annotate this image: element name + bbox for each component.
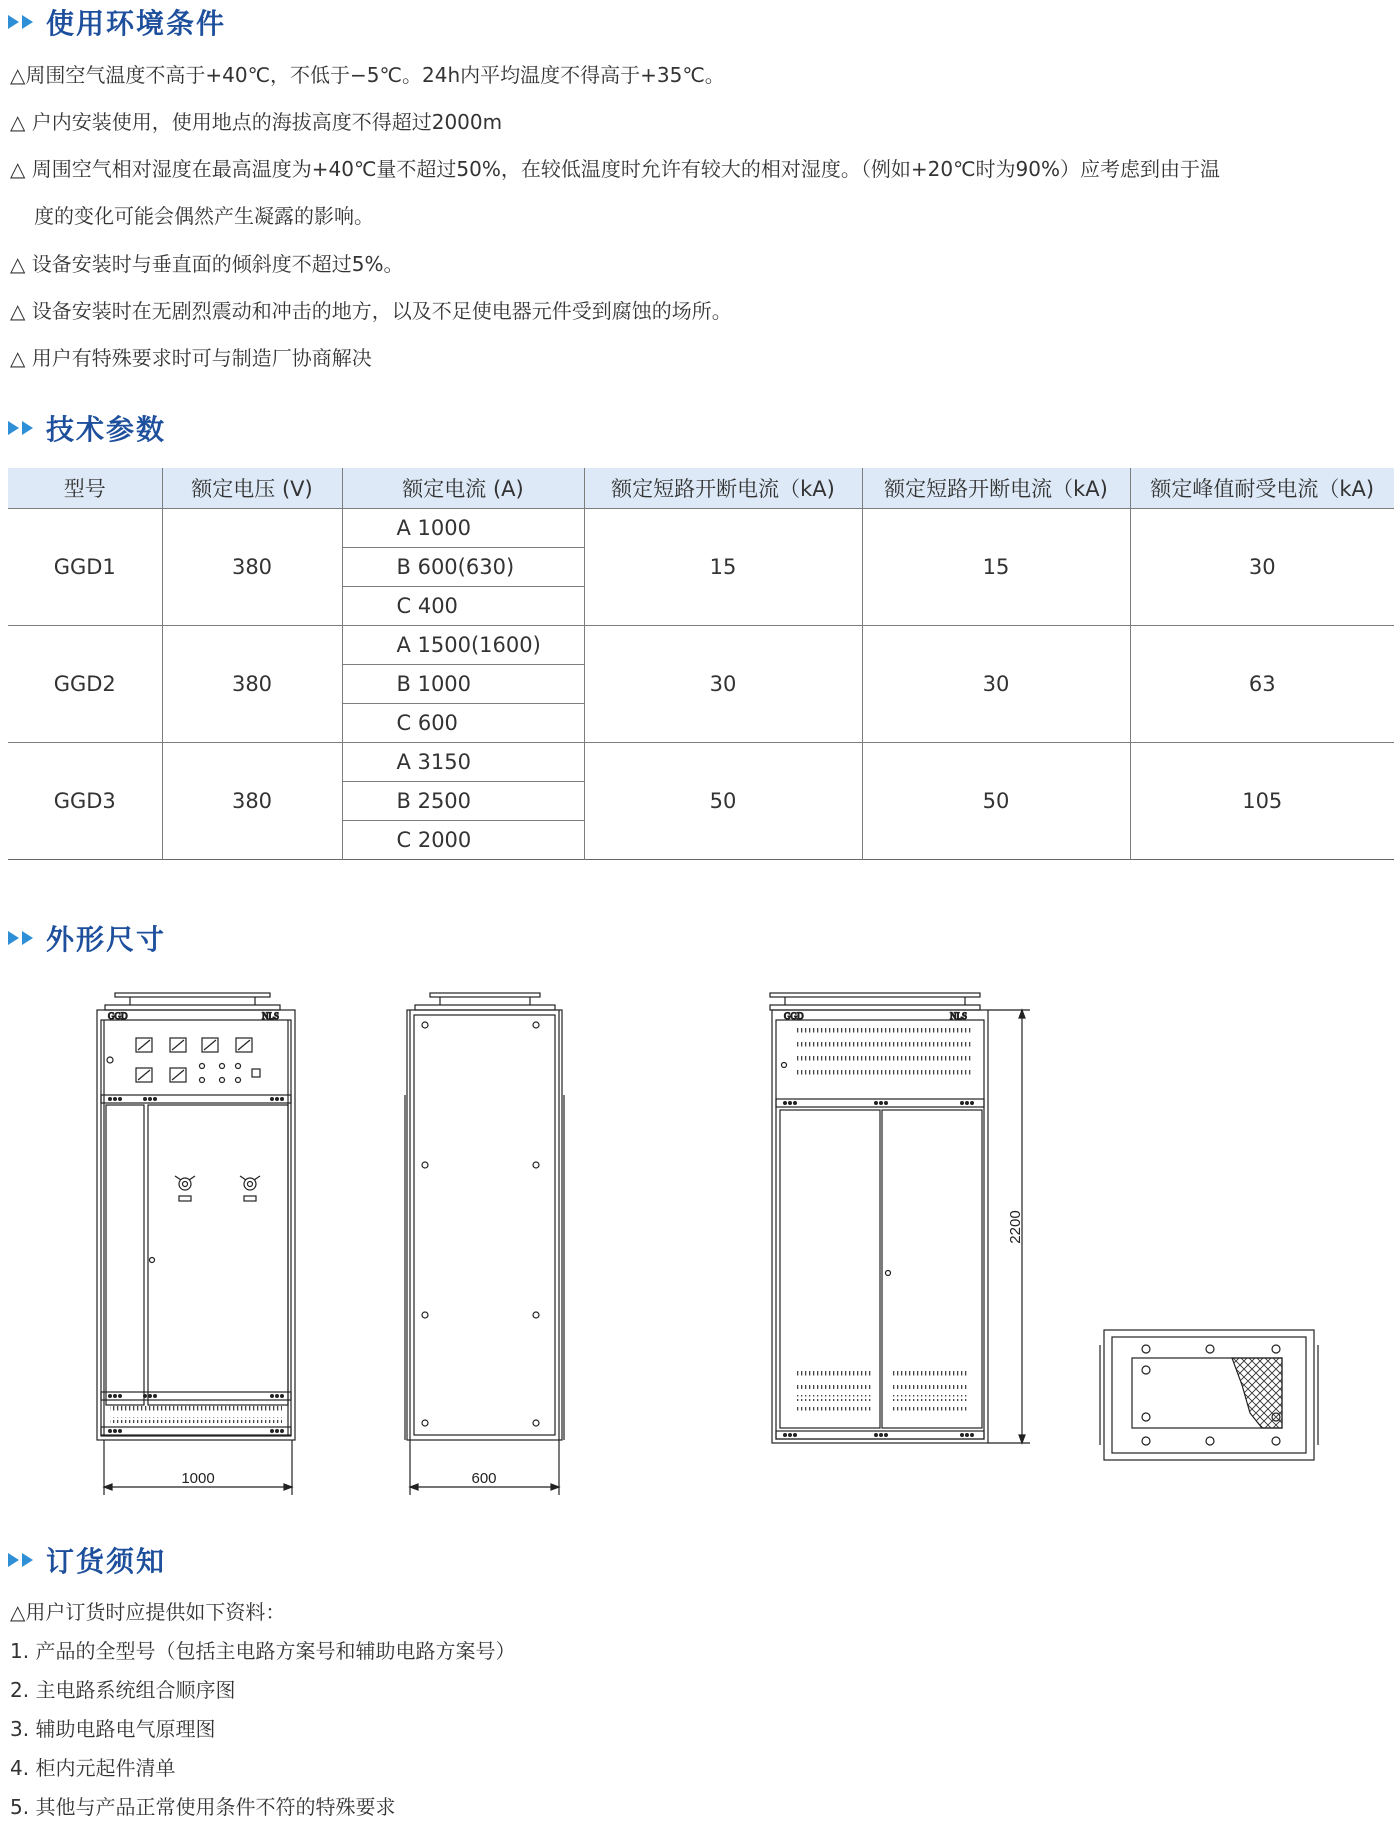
current-cell: B 2500 — [342, 782, 584, 821]
env-line-1: △周围空气温度不高于+40℃，不低于−5℃。24h内平均温度不得高于+35℃。 — [10, 63, 725, 87]
voltage-cell: 380 — [162, 743, 342, 860]
break-current-cell: 15 — [584, 509, 862, 626]
nameplate-right: NLS — [950, 1011, 968, 1021]
order-line-6: 5. 其他与产品正常使用条件不符的特殊要求 — [10, 1795, 396, 1819]
break-current-cell: 15 — [862, 509, 1130, 626]
env-line-7: △ 用户有特殊要求时可与制造厂协商解决 — [10, 346, 372, 370]
env-line-3: △ 周围空气相对湿度在最高温度为+40℃量不超过50%，在较低温度时允许有较大的相对湿度。（例如+20℃时为90%）应考虑到由于温 — [10, 157, 1220, 181]
order-line-1: △用户订货时应提供如下资料： — [10, 1600, 286, 1624]
current-cell: A 1000 — [342, 509, 584, 548]
section-title: 技术参数 — [46, 413, 167, 446]
col-header: 额定峰值耐受电流（kA) — [1130, 468, 1394, 509]
env-line-4: 度的变化可能会偶然产生凝露的影响。 — [34, 204, 374, 228]
model-cell: GGD3 — [53, 789, 116, 813]
col-header: 额定电压 (V) — [162, 468, 342, 509]
current-cell: C 400 — [342, 587, 584, 626]
section-title: 外形尺寸 — [46, 923, 167, 956]
section-heading-dims — [8, 918, 166, 958]
spec-table — [8, 468, 1394, 860]
break-current-cell: 50 — [862, 743, 1130, 860]
section-heading-tech — [8, 408, 166, 448]
current-cell: A 1500(1600) — [342, 626, 584, 665]
break-current-cell: 50 — [584, 743, 862, 860]
section-title: 使用环境条件 — [46, 7, 227, 40]
nameplate-left: GGD — [108, 1011, 128, 1021]
col-header: 额定电流 (A) — [342, 468, 584, 509]
current-cell: C 2000 — [342, 821, 584, 860]
double-arrow-icon — [8, 931, 36, 945]
col-header: 型号 — [8, 468, 162, 509]
order-line-5: 4. 柜内元起件清单 — [10, 1756, 176, 1780]
peak-current-cell: 30 — [1130, 509, 1394, 626]
section-heading-order — [8, 1540, 166, 1580]
model-cell: GGD1 — [8, 509, 162, 626]
height-dimension: 2200 — [1007, 1210, 1024, 1244]
side-view-cabinet — [405, 993, 564, 1495]
break-current-cell: 30 — [584, 626, 862, 743]
double-arrow-icon — [8, 1553, 36, 1567]
env-line-6: △ 设备安装时在无剧烈震动和冲击的地方，以及不足使电器元件受到腐蚀的场所。 — [10, 299, 732, 323]
col-header: 额定短路开断电流（kA) — [862, 468, 1130, 509]
current-cell: A 3150 — [342, 743, 584, 782]
env-line-2: △ 户内安装使用，使用地点的海拔高度不得超过2000m — [10, 110, 503, 134]
dimension-drawings — [0, 965, 1400, 1525]
nameplate-left: GGD — [784, 1011, 804, 1021]
table-row — [8, 626, 1394, 665]
current-cell: C 600 — [342, 704, 584, 743]
front-view-cabinet — [97, 993, 295, 1495]
meter-icon — [136, 1038, 252, 1082]
order-line-4: 3. 辅助电路电气原理图 — [10, 1717, 216, 1741]
table-row — [8, 509, 1394, 548]
section-heading-env — [8, 2, 226, 42]
order-line-3: 2. 主电路系统组合顺序图 — [10, 1678, 236, 1702]
double-arrow-icon — [8, 15, 36, 29]
voltage-cell: 380 — [162, 509, 342, 626]
rear-view-cabinet — [770, 993, 1030, 1443]
table-row — [8, 743, 1394, 782]
section-title: 订货须知 — [46, 1545, 167, 1578]
nameplate-right: NLS — [262, 1011, 280, 1021]
model-cell: GGD2 — [8, 626, 162, 743]
double-arrow-icon — [8, 421, 36, 435]
current-cell: B 1000 — [342, 665, 584, 704]
col-header: 额定短路开断电流（kA) — [584, 468, 862, 509]
peak-current-cell: 63 — [1130, 626, 1394, 743]
voltage-cell: 380 — [162, 626, 342, 743]
peak-current-cell: 105 — [1130, 743, 1394, 860]
width-dimension: 1000 — [181, 1470, 215, 1487]
order-line-2: 1. 产品的全型号（包括主电路方案号和辅助电路方案号） — [10, 1639, 516, 1663]
table-header-row — [8, 468, 1394, 509]
break-current-cell: 30 — [862, 626, 1130, 743]
current-cell: B 600(630) — [342, 548, 584, 587]
base-plan-view — [1100, 1330, 1318, 1460]
depth-dimension: 600 — [471, 1470, 497, 1487]
env-line-5: △ 设备安装时与垂直面的倾斜度不超过5%。 — [10, 252, 404, 276]
